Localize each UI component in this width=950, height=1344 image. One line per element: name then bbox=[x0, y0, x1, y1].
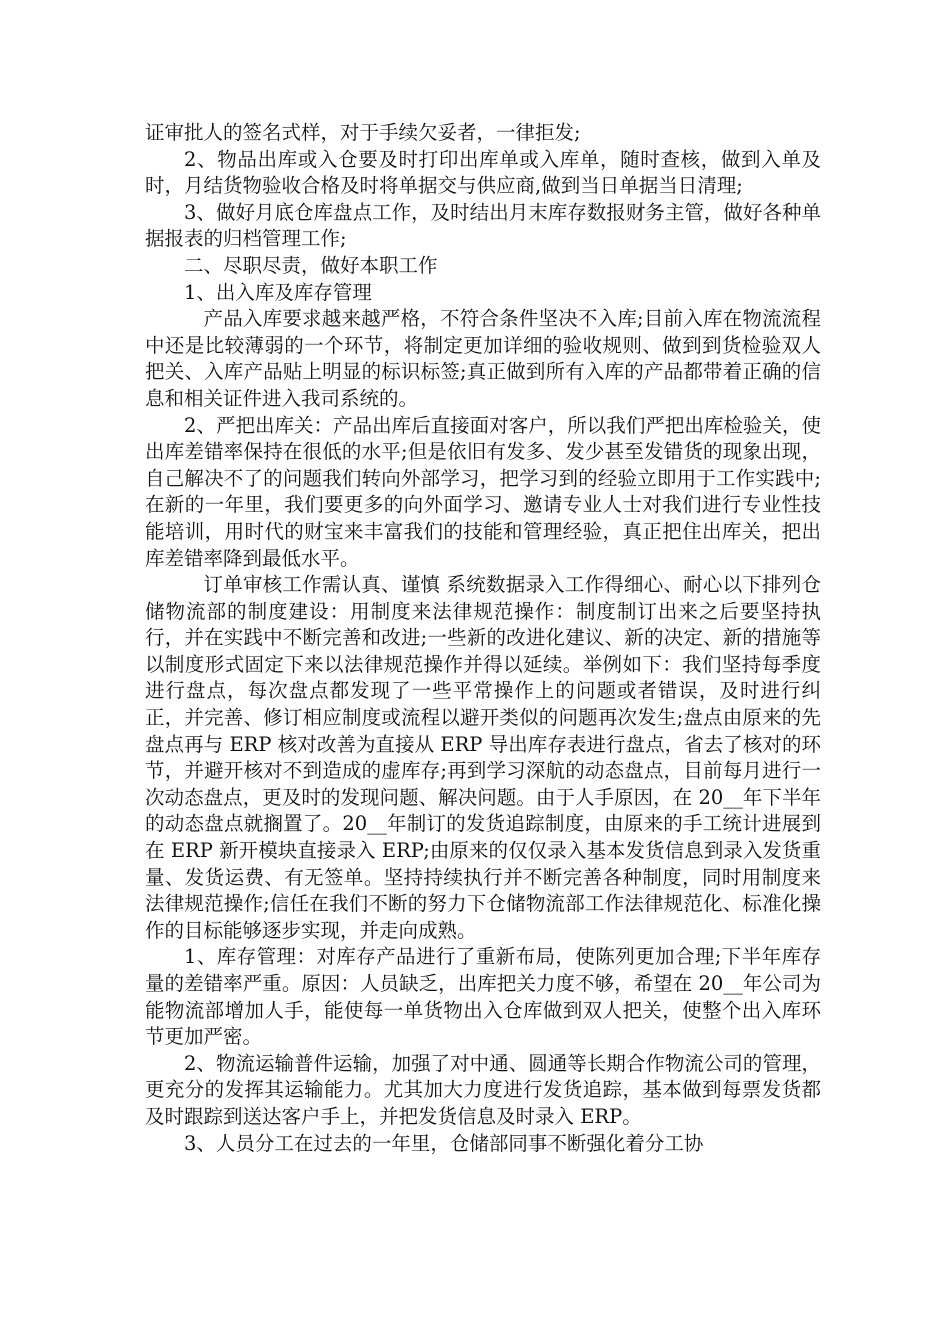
paragraph-inbound: 产品入库要求越来越严格，不符合条件坚决不入库;目前入库在物流流程中还是比较薄弱的一个环节，将制定更加详细的验收规则、做到到货检验双人把关、入库产品贴上明显的标识标签;真正做到所有入库的产品都带着正确的信息和相关证件进入我司系统的。 bbox=[145, 307, 821, 410]
paragraph-system-building: 订单审核工作需认真、谨慎 系统数据录入工作得细心、耐心以下排列仓储物流部的制度建设：用制度来法律规范操作：制度制订出来之后要坚持执行，并在实践中不断完善和改进;一些新的改进化建议、新的决定、新的措施等以制度形式固定下来以法律规范操作并得以延续。举例如下：我们坚持每季度进行盘点，每次盘点都发现了一些平常操作上的问题或者错误，及时进行纠正，并完善、修订相应制度或流程以避开类似的问题再次发生;盘点由原来的先盘点再与 ERP 核对改善为直接从 ERP 导出库存表进行盘点，省去了核对的环节，并避开核对不到造成的虚库存;再到学习深航的动态盘点，目前每月进行一次动态盘点，更及时的发现问题、解决问题。由于人手原因，在 20__年下半年的动态盘点就搁置了。20__年制订的发货追踪制度，由原来的手工统计进展到在 ERP 新开模块直接录入 ERP;由原来的仅仅录入基本发货信息到录入发货重量、发货运费、有无签单。坚持持续执行并不断完善各种制度，同时用制度来法律规范操作;信任在我们不断的努力下仓储物流部工作法律规范化、标准化操作的目标能够逐步实现，并走向成熟。 bbox=[145, 573, 821, 942]
paragraph-staffing: 3、人员分工在过去的一年里，仓储部同事不断强化着分工协 bbox=[184, 1131, 704, 1155]
paragraph-1: 证审批人的签名式样，对于手续欠妥者，一律拒发; bbox=[145, 121, 581, 144]
paragraph-logistics: 2、物流运输普件运输，加强了对中通、圆通等长期合作物流公司的管理，更充分的发挥其运输能力。尤其加大力度进行发货追踪，基本做到每票发货都及时跟踪到送达客户手上，并把发货信息及时录入 ERP。 bbox=[145, 1051, 821, 1128]
section-heading-2: 二、尽职尽责，做好本职工作 bbox=[184, 253, 438, 277]
paragraph-2: 2、物品出库或入仓要及时打印出库单或入库单，随时查核，做到入单及时，月结货物验收合格及时将单据交与供应商,做到当日单据当日清理; bbox=[145, 147, 821, 198]
paragraph-inventory: 1、库存管理：对库存产品进行了重新布局，使陈列更加合理;下半年库存量的差错率严重。原因：人员缺乏，出库把关力度不够，希望在 20__年公司为能物流部增加人手，能使每一单货物出入仓库做到双人把关，使整个出入库环节更加严密。 bbox=[145, 945, 821, 1049]
document-body bbox=[145, 120, 821, 1157]
subsection-heading-1: 1、出入库及库存管理 bbox=[184, 280, 372, 304]
paragraph-outbound: 2、严把出库关：产品出库后直接面对客户，所以我们严把出库检验关，使出库差错率保持在很低的水平;但是依旧有发多、发少甚至发错货的现象出现，自己解决不了的问题我们转向外部学习，把学习到的经验立即用于工作实践中;在新的一年里，我们要更多的向外面学习、邀请专业人士对我们进行专业性技能培训，用时代的财宝来丰富我们的技能和管理经验，真正把住出库关，把出库差错率降到最低水平。 bbox=[145, 413, 821, 570]
paragraph-3: 3、做好月底仓库盘点工作，及时结出月末库存数报财务主管，做好各种单据报表的归档管理工作; bbox=[145, 200, 821, 251]
